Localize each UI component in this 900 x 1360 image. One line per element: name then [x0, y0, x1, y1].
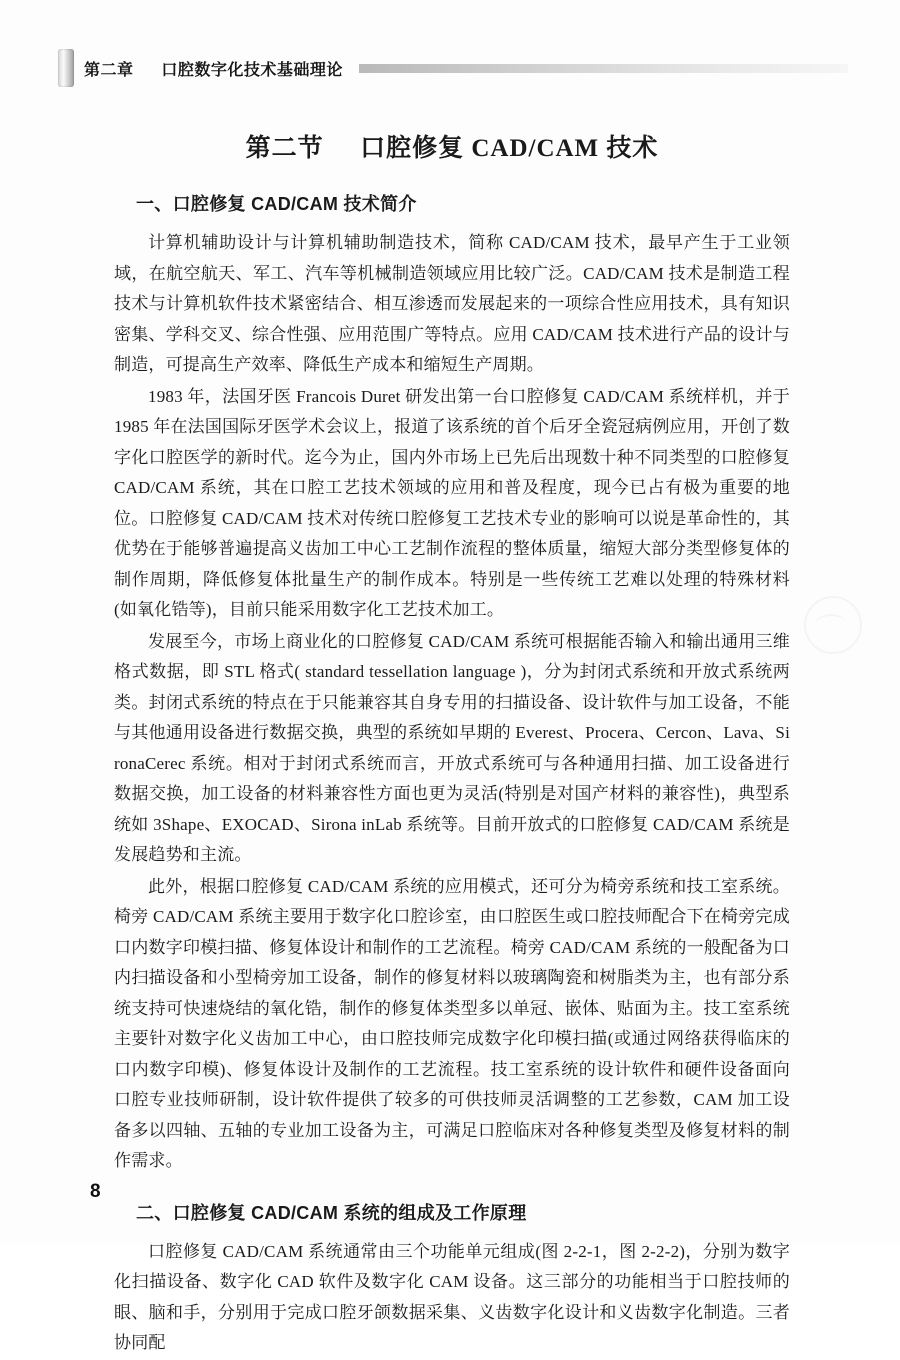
- paragraph: 此外，根据口腔修复 CAD/CAM 系统的应用模式，还可分为椅旁系统和技工室系统。椅旁 CAD/CAM 系统主要用于数字化口腔诊室，由口腔医生或口腔技师配合下在椅旁完成口内数字印模扫描、修复体设计和制作的工艺流程。椅旁 CAD/CAM 系统的一般配备为口内扫描设备和小型椅旁加工设备，制作的修复材料以玻璃陶瓷和树脂类为主，也有部分系统支持可快速烧结的氧化锆，制作的修复体类型多以单冠、嵌体、贴面为主。技工室系统主要针对数字化义齿加工中心，由口腔技师完成数字化印模扫描(或通过网络获得临床的口内数字印模)、修复体设计及制作的工艺流程。技工室系统的设计软件和硬件设备面向口腔专业技师研制，设计软件提供了较多的可供技师灵活调整的工艺参数，CAM 加工设备多以四轴、五轴的专业加工设备为主，可满足口腔临床对各种修复类型及修复材料的制作需求。: [114, 876, 790, 1170]
- header-chapter-number: 第二章: [84, 61, 134, 79]
- header-rule: [359, 64, 848, 73]
- section-number: 第二节: [245, 135, 324, 162]
- header-chapter-title: 口腔数字化技术基础理论: [161, 61, 343, 79]
- page-number: 8: [90, 1181, 101, 1202]
- paragraph: 计算机辅助设计与计算机辅助制造技术，简称 CAD/CAM 技术，最早产生于工业领域，在航空航天、军工、汽车等机械制造领域应用比较广泛。CAD/CAM 技术是制造工程技术与计算机软件技术紧密结合、相互渗透而发展起来的一项综合性应用技术，具有知识密集、学科交叉、综合性强、应用范围广等特点。应用 CAD/CAM 技术进行产品的设计与制造，可提高生产效率、降低生产成本和缩短生产周期。: [114, 233, 790, 374]
- subsection-heading-1: 一、口腔修复 CAD/CAM 技术简介: [136, 194, 417, 214]
- paragraph: 口腔修复 CAD/CAM 系统通常由三个功能单元组成(图 2-2-1，图 2-2-2)，分别为数字化扫描设备、数字化 CAD 软件及数字化 CAM 设备。这三部分的功能相当于口腔技师的眼、脑和手，分别用于完成口腔牙颌数据采集、义齿数字化设计和义齿数字化制造。三者协同配: [114, 1241, 790, 1352]
- subsection-heading-2: 二、口腔修复 CAD/CAM 系统的组成及工作原理: [136, 1202, 527, 1223]
- running-header: [58, 48, 848, 88]
- watermark-icon: [804, 596, 862, 654]
- paragraph: 1983 年，法国牙医 Francois Duret 研发出第一台口腔修复 CAD/CAM 系统样机，并于 1985 年在法国国际牙医学术会议上，报道了该系统的首个后牙全瓷冠病例应用，开创了数字化口腔医学的新时代。迄今为止，国内外市场上已先后出现数十种不同类型的口腔修复 CAD/CAM 系统，其在口腔工艺技术领域的应用和普及程度，现今已占有极为重要的地位。口腔修复 CAD/CAM 技术对传统口腔修复工艺技术专业的影响可以说是革命性的，其优势在于能够普遍提高义齿加工中心工艺制作流程的整体质量，缩短大部分类型修复体的制作周期，降低修复体批量生产的制作成本。特别是一些传统工艺难以处理的特殊材料(如氧化锆等)，目前只能采用数字化工艺技术加工。: [114, 386, 790, 619]
- page-content: [114, 128, 790, 1360]
- section-title-text: 口腔修复 CAD/CAM 技术: [360, 135, 659, 162]
- header-chapter-label: [84, 57, 343, 80]
- page-title: [114, 128, 790, 164]
- tooth-mark-icon: [58, 49, 74, 87]
- paragraph: 发展至今，市场上商业化的口腔修复 CAD/CAM 系统可根据能否输入和输出通用三维格式数据，即 STL 格式( standard tessellation language )，分为封闭式系统和开放式系统两类。封闭式系统的特点在于只能兼容其自身专用的扫描设备、设计软件与加工设备，不能与其他通用设备进行数据交换，典型的系统如早期的 Everest、Procera、Cercon、Lava、SironaCerec 系统。相对于封闭式系统而言，开放式系统可与各种通用扫描、加工设备进行数据交换，加工设备的材料兼容性方面也更为灵活(特别是对国产材料的兼容性)，典型系统如 3Shape、EXOCAD、Sirona inLab 系统等。目前开放式的口腔修复 CAD/CAM 系统是发展趋势和主流。: [114, 631, 790, 864]
